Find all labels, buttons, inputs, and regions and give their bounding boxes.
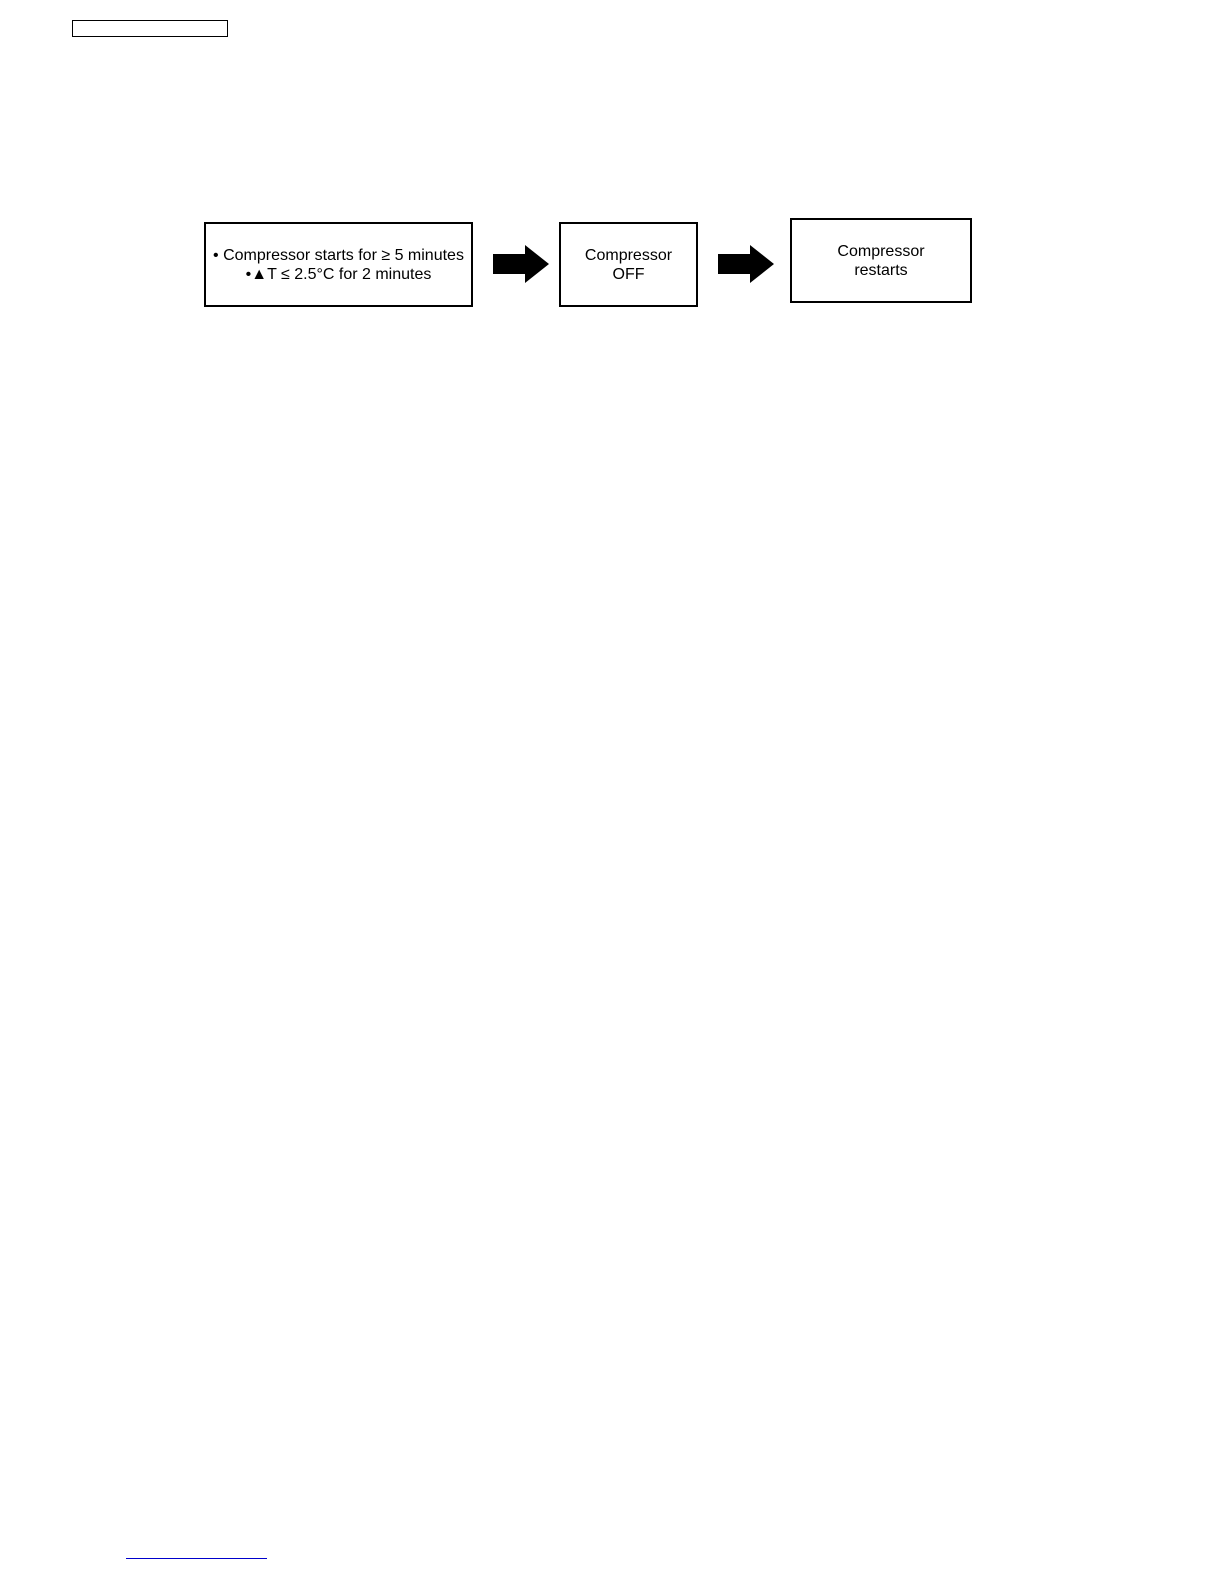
compressor-off-line-2: OFF: [612, 265, 645, 283]
compressor-off-line-1: Compressor: [584, 246, 673, 264]
condition-box: [204, 222, 473, 307]
header-label-box: [72, 20, 228, 37]
compressor-restarts-line-1: Compressor: [837, 242, 925, 260]
condition-line-1: • Compressor starts for ≥ 5 minutes: [213, 246, 464, 264]
right-arrow-icon: [493, 245, 549, 283]
compressor-restarts-box: [790, 218, 972, 303]
right-arrow-icon: [718, 245, 774, 283]
compressor-off-box: [559, 222, 698, 307]
compressor-restarts-line-2: restarts: [854, 261, 908, 279]
footer-link-rule: [126, 1558, 267, 1559]
condition-line-2: •▲T ≤ 2.5°C for 2 minutes: [245, 265, 432, 283]
